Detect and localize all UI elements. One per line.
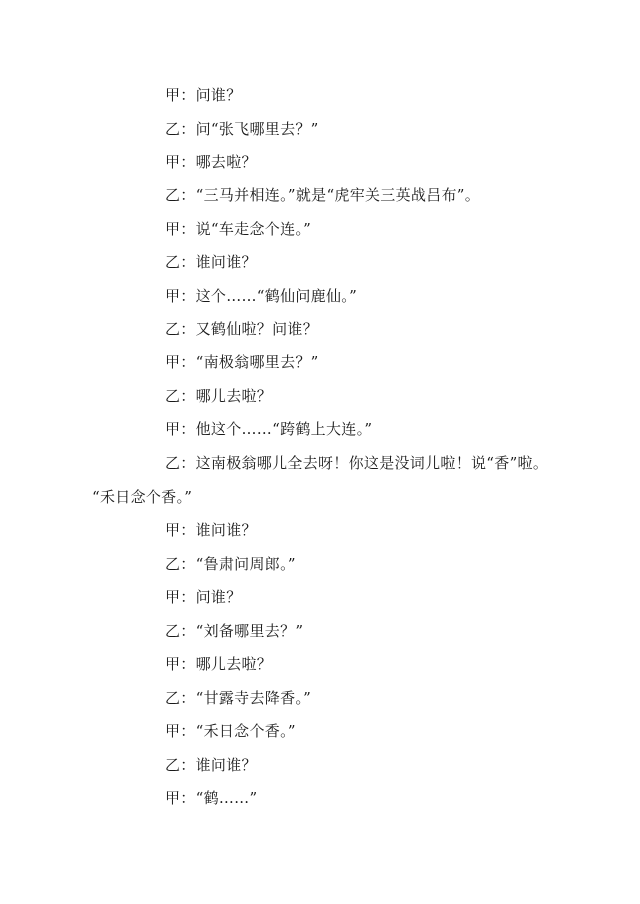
dialogue-line: 甲：“禾日念个香。”: [165, 722, 296, 740]
dialogue-line: 乙：谁问谁？: [165, 756, 257, 774]
dialogue-line: 乙：“刘备哪里去？”: [165, 622, 304, 640]
dialogue-line: 乙：问“张飞哪里去？”: [165, 120, 319, 138]
dialogue-line: 甲：问谁？: [165, 588, 242, 606]
dialogue-line: 乙：又鹤仙啦？问谁？: [165, 320, 319, 338]
dialogue-line: 乙：“三马并相连。”就是“虎牢关三英战吕布”。: [165, 186, 481, 204]
dialogue-line: 乙：这南极翁哪儿全去呀！你这是没词儿啦！说“香”啦。: [165, 454, 549, 472]
dialogue-line: 甲：“鹤……”: [165, 789, 258, 807]
dialogue-line: 甲：他这个……“跨鹤上大连。”: [165, 420, 373, 438]
dialogue-line: 甲：说“车走念个连。”: [165, 220, 312, 238]
dialogue-line: 乙：“鲁肃问周郎。”: [165, 555, 296, 573]
dialogue-line: 甲：问谁？: [165, 86, 242, 104]
dialogue-line: 乙：哪儿去啦？: [165, 387, 273, 405]
dialogue-line: 甲：这个……“鹤仙问鹿仙。”: [165, 287, 358, 305]
dialogue-line: 甲：“南极翁哪里去？”: [165, 353, 319, 371]
dialogue-line: 乙：“甘露寺去降香。”: [165, 689, 312, 707]
dialogue-line-continuation: “禾日念个香。”: [92, 488, 193, 506]
dialogue-line: 甲：谁问谁？: [165, 521, 257, 539]
dialogue-line: 甲：哪去啦？: [165, 153, 257, 171]
dialogue-line: 乙：谁问谁？: [165, 253, 257, 271]
dialogue-line: 甲：哪儿去啦？: [165, 655, 273, 673]
